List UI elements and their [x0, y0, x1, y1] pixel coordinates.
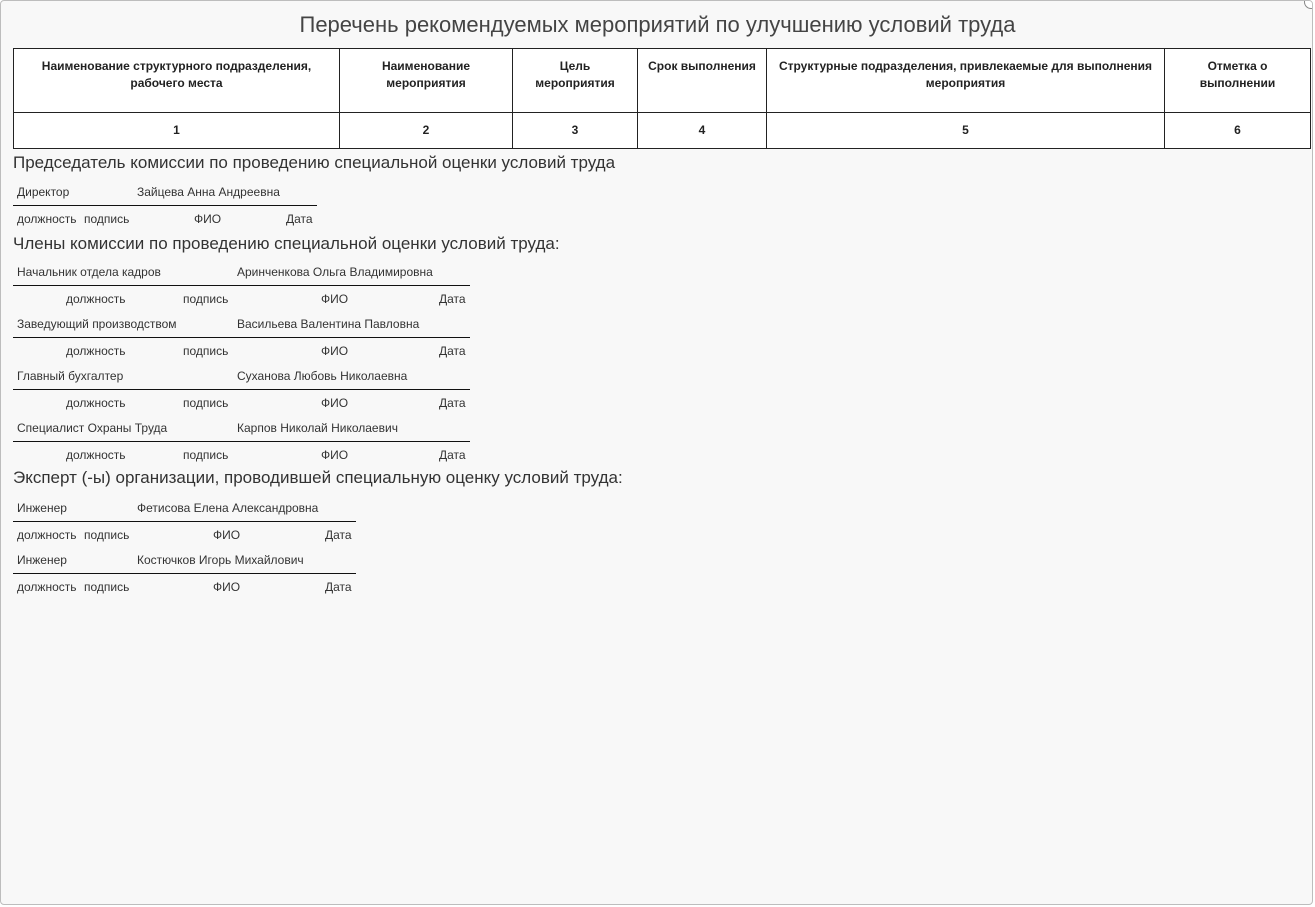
expert-name: Костючков Игорь Михайлович	[137, 553, 304, 567]
caption-signature: подпись	[84, 528, 130, 542]
table-header-row	[14, 49, 1311, 113]
chairman-heading: Председатель комиссии по проведению специальной оценки условий труда	[13, 153, 616, 172]
member-name: Карпов Николай Николаевич	[237, 421, 398, 435]
experts-signature-block	[13, 496, 356, 600]
caption-date: Дата	[439, 448, 466, 462]
measures-table	[13, 48, 1311, 149]
members-signature-block	[13, 260, 470, 468]
signature-caption	[13, 574, 356, 600]
member-name: Аринченкова Ольга Владимировна	[237, 265, 433, 279]
close-icon[interactable]	[1304, 0, 1313, 9]
member-position: Заведующий производством	[17, 317, 177, 331]
signature-line	[13, 416, 470, 442]
caption-date: Дата	[439, 396, 466, 410]
expert-position: Инженер	[17, 553, 67, 567]
member-position: Специалист Охраны Труда	[17, 421, 168, 435]
column-number: 2	[340, 113, 513, 149]
signature-line	[13, 312, 470, 338]
expert-name: Фетисова Елена Александровна	[137, 501, 319, 515]
expert-position: Инженер	[17, 501, 67, 515]
caption-position: должность	[17, 528, 77, 542]
caption-position: должность	[17, 212, 77, 226]
caption-date: Дата	[439, 344, 466, 358]
caption-position: должность	[66, 448, 126, 462]
signature-line	[13, 180, 317, 206]
header-involved-units: Структурные подразделения, привлекаемые для выполнения мероприятия	[767, 49, 1165, 113]
caption-date: Дата	[286, 212, 313, 226]
member-position: Главный бухгалтер	[17, 369, 124, 383]
signature-caption	[13, 522, 356, 548]
caption-date: Дата	[325, 580, 352, 594]
chairman-name: Зайцева Анна Андреевна	[137, 185, 280, 199]
signature-caption	[13, 206, 317, 232]
column-number: 4	[638, 113, 767, 149]
chairman-signature-block	[13, 180, 317, 232]
caption-signature: подпись	[183, 448, 229, 462]
column-number: 6	[1165, 113, 1311, 149]
caption-fio: ФИО	[213, 528, 241, 542]
caption-fio: ФИО	[194, 212, 222, 226]
header-deadline: Срок выполнения	[638, 49, 767, 113]
caption-fio: ФИО	[321, 292, 349, 306]
column-number: 5	[767, 113, 1165, 149]
caption-position: должность	[66, 344, 126, 358]
member-name: Суханова Любовь Николаевна	[237, 369, 408, 383]
caption-fio: ФИО	[321, 344, 349, 358]
caption-signature: подпись	[183, 396, 229, 410]
caption-signature: подпись	[84, 580, 130, 594]
signature-line	[13, 496, 356, 522]
signature-line	[13, 260, 470, 286]
column-number: 3	[513, 113, 638, 149]
member-name: Васильева Валентина Павловна	[237, 317, 420, 331]
page-title: Перечень рекомендуемых мероприятий по улучшению условий труда	[299, 12, 1016, 37]
signature-line	[13, 364, 470, 390]
header-subdivision: Наименование структурного подразделения, рабочего места	[14, 49, 340, 113]
caption-signature: подпись	[183, 344, 229, 358]
header-measure-name: Наименование мероприятия	[340, 49, 513, 113]
chairman-position: Директор	[17, 185, 70, 199]
caption-signature: подпись	[183, 292, 229, 306]
header-completion-mark: Отметка о выполнении	[1165, 49, 1311, 113]
member-position: Начальник отдела кадров	[17, 265, 161, 279]
signature-caption	[13, 338, 470, 364]
caption-fio: ФИО	[321, 448, 349, 462]
experts-heading: Эксперт (-ы) организации, проводившей специальную оценку условий труда:	[13, 468, 623, 487]
members-heading: Члены комиссии по проведению специальной оценки условий труда:	[13, 234, 560, 253]
caption-date: Дата	[325, 528, 352, 542]
caption-fio: ФИО	[321, 396, 349, 410]
caption-position: должность	[66, 396, 126, 410]
signature-caption	[13, 390, 470, 416]
caption-fio: ФИО	[213, 580, 241, 594]
signature-caption	[13, 286, 470, 312]
column-number: 1	[14, 113, 340, 149]
signature-line	[13, 548, 356, 574]
signature-caption	[13, 442, 470, 468]
table-number-row	[14, 113, 1311, 149]
caption-signature: подпись	[84, 212, 130, 226]
caption-position: должность	[17, 580, 77, 594]
header-measure-goal: Цель мероприятия	[513, 49, 638, 113]
caption-date: Дата	[439, 292, 466, 306]
caption-position: должность	[66, 292, 126, 306]
